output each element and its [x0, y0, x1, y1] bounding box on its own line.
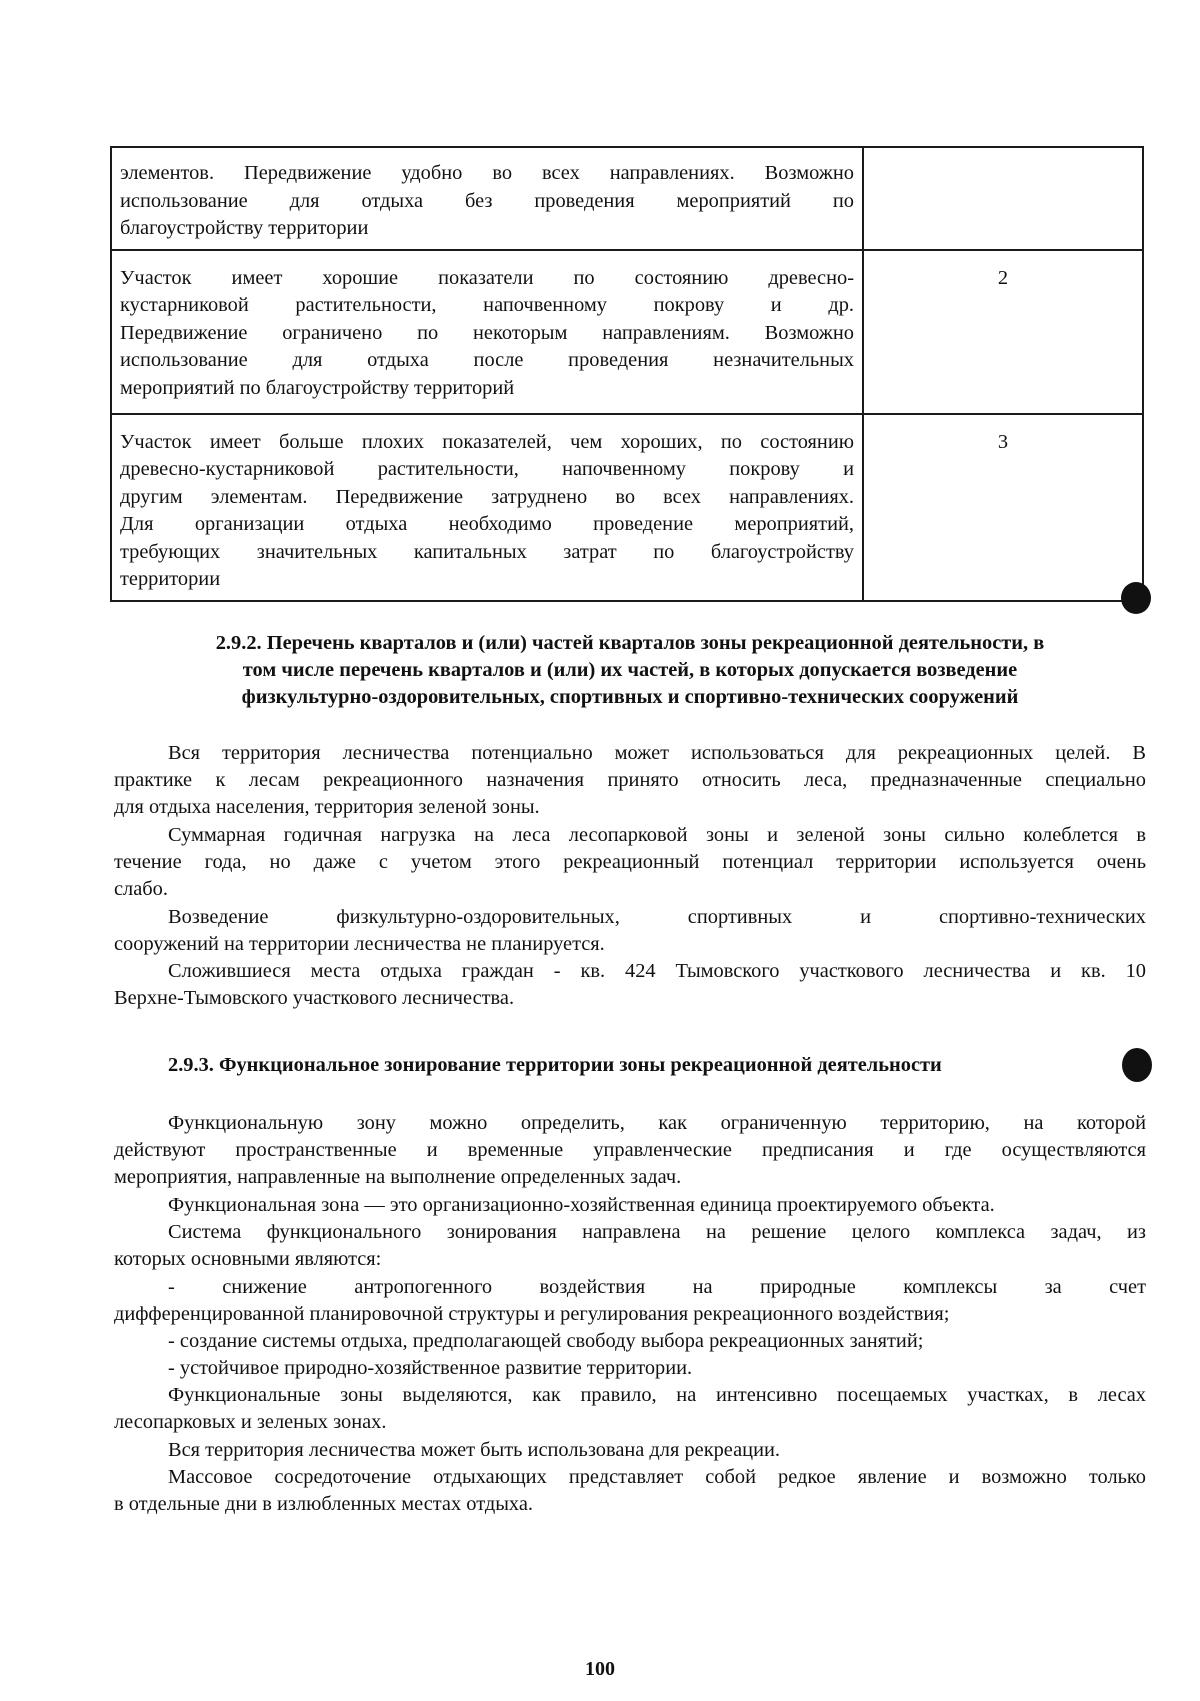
table-text-line: Участок имеет хорошие показатели по состоянию древесно-	[120, 266, 854, 289]
page-number: 100	[585, 1658, 615, 1680]
paragraph-line: Функциональную зону можно определить, как ограниченную территорию, на которой	[168, 1112, 1146, 1134]
paragraph-line: мероприятия, направленные на выполнение определенных задач.	[114, 1166, 682, 1189]
table-text-line: территории	[120, 568, 221, 590]
table-text-line: требующих значительных капитальных затрат по благоустройству	[120, 540, 854, 563]
paragraph	[114, 1382, 1146, 1436]
paragraph	[114, 1192, 1146, 1219]
paragraph-line: для отдыха населения, территория зеленой зоны.	[114, 796, 540, 819]
paragraph-line: Суммарная годичная нагрузка на леса лесопарковой зоны и зеленой зоны сильно колеблется в	[168, 824, 1146, 846]
paragraph-line: течение года, но даже с учетом этого рекреационный потенциал территории используется очень	[114, 851, 1146, 874]
table-cell-description	[111, 147, 863, 250]
recreation-assessment-table	[110, 146, 1144, 602]
paragraph-line: Сложившиеся места отдыха граждан - кв. 424 Тымовского участкового лесничества и кв. 10	[168, 960, 1146, 982]
paragraph-line: Система функционального зонирования направлена на решение целого комплекса задач, из	[168, 1221, 1146, 1243]
table-cell-score: 3	[863, 414, 1143, 601]
table-cell-score: 2	[863, 250, 1143, 414]
table-text-line: Передвижение ограничено по некоторым направлениям. Возможно	[120, 321, 854, 344]
paragraph-line: - создание системы отдыха, предполагающей свободу выбора рекреационных занятий;	[168, 1330, 924, 1352]
heading-line: том числе перечень кварталов и (или) их частей, в которых допускается возведение	[242, 659, 1018, 681]
table-cell-description	[111, 250, 863, 414]
table-text-line: Участок имеет больше плохих показателей, чем хороших, по состоянию	[120, 430, 854, 453]
paragraph-line: сооружений на территории лесничества не планируется.	[114, 933, 605, 956]
paragraph	[114, 1110, 1146, 1192]
paragraph	[114, 904, 1146, 958]
table-row	[111, 147, 1143, 250]
table-text-line: другим элементам. Передвижение затруднено во всех направлениях.	[120, 485, 854, 508]
section-heading-2-9-3: 2.9.3. Функциональное зонирование территории зоны рекреационной деятельности	[168, 1054, 942, 1076]
table-text-line: мероприятий по благоустройству территорий	[120, 376, 515, 399]
heading-line: физкультурно-оздоровительных, спортивных и спортивно-технических сооружений	[241, 686, 1019, 708]
table-text-line: Для организации отдыха необходимо проведение мероприятий,	[120, 513, 854, 535]
punch-hole-mark	[1121, 582, 1151, 614]
table-cell-description	[111, 414, 863, 601]
table-row	[111, 250, 1143, 414]
punch-hole-mark	[1122, 1048, 1152, 1082]
paragraph-line: в отдельные дни в излюбленных местах отдыха.	[114, 1493, 533, 1516]
section-heading-2-9-2	[114, 630, 1146, 711]
table-text-line: древесно-кустарниковой растительности, напочвенному покрову и	[120, 458, 854, 480]
table-cell-score	[863, 147, 1143, 250]
table-row	[111, 414, 1143, 601]
paragraph	[114, 1219, 1146, 1273]
paragraph-line: - снижение антропогенного воздействия на природные комплексы за счет	[168, 1276, 1146, 1298]
paragraph-line: практике к лесам рекреационного назначения принято относить леса, предназначенные специально	[114, 769, 1146, 792]
paragraph-line: которых основными являются:	[114, 1248, 382, 1271]
paragraph-line: Функциональная зона — это организационно-хозяйственная единица проектируемого объекта.	[168, 1194, 995, 1216]
table-text-line: использование для отдыха после проведения незначительных	[120, 349, 854, 371]
paragraph	[114, 740, 1146, 822]
paragraph-line: Функциональные зоны выделяются, как правило, на интенсивно посещаемых участках, в лесах	[168, 1384, 1146, 1406]
paragraph-line: Вся территория лесничества может быть использована для рекреации.	[168, 1439, 780, 1461]
paragraph-line: слабо.	[114, 878, 168, 901]
paragraph	[114, 1464, 1146, 1518]
paragraph	[114, 958, 1146, 1012]
paragraph-line: Верхне-Тымовского участкового лесничества.	[114, 987, 515, 1010]
paragraph-line: лесопарковых и зеленых зонах.	[114, 1411, 387, 1434]
paragraph-line: действуют пространственные и временные управленческие предписания и где осуществляются	[114, 1139, 1146, 1162]
paragraph-line: дифференцированной планировочной структуры и регулирования рекреационного воздействия;	[114, 1303, 950, 1326]
table-text-line: элементов. Передвижение удобно во всех направлениях. Возможно	[120, 162, 854, 184]
table-text-line: благоустройству территории	[120, 217, 369, 239]
paragraph-line: Массовое сосредоточение отдыхающих представляет собой редкое явление и возможно только	[168, 1466, 1146, 1488]
heading-line: 2.9.2. Перечень кварталов и (или) частей кварталов зоны рекреационной деятельности, в	[215, 632, 1045, 654]
paragraph-line: Вся территория лесничества потенциально может использоваться для рекреационных целей. В	[168, 742, 1146, 764]
paragraph-line: - устойчивое природно-хозяйственное развитие территории.	[168, 1357, 693, 1379]
paragraph-line: Возведение физкультурно-оздоровительных, спортивных и спортивно-технических	[168, 906, 1146, 928]
list-item	[114, 1274, 1146, 1328]
table-text-line: кустарниковой растительности, напочвенному покрову и др.	[120, 294, 854, 316]
list-item	[114, 1328, 1146, 1355]
table-text-line: использование для отдыха без проведения мероприятий по	[120, 189, 854, 212]
paragraph	[114, 1437, 1146, 1464]
list-item	[114, 1355, 1146, 1382]
paragraph	[114, 822, 1146, 904]
